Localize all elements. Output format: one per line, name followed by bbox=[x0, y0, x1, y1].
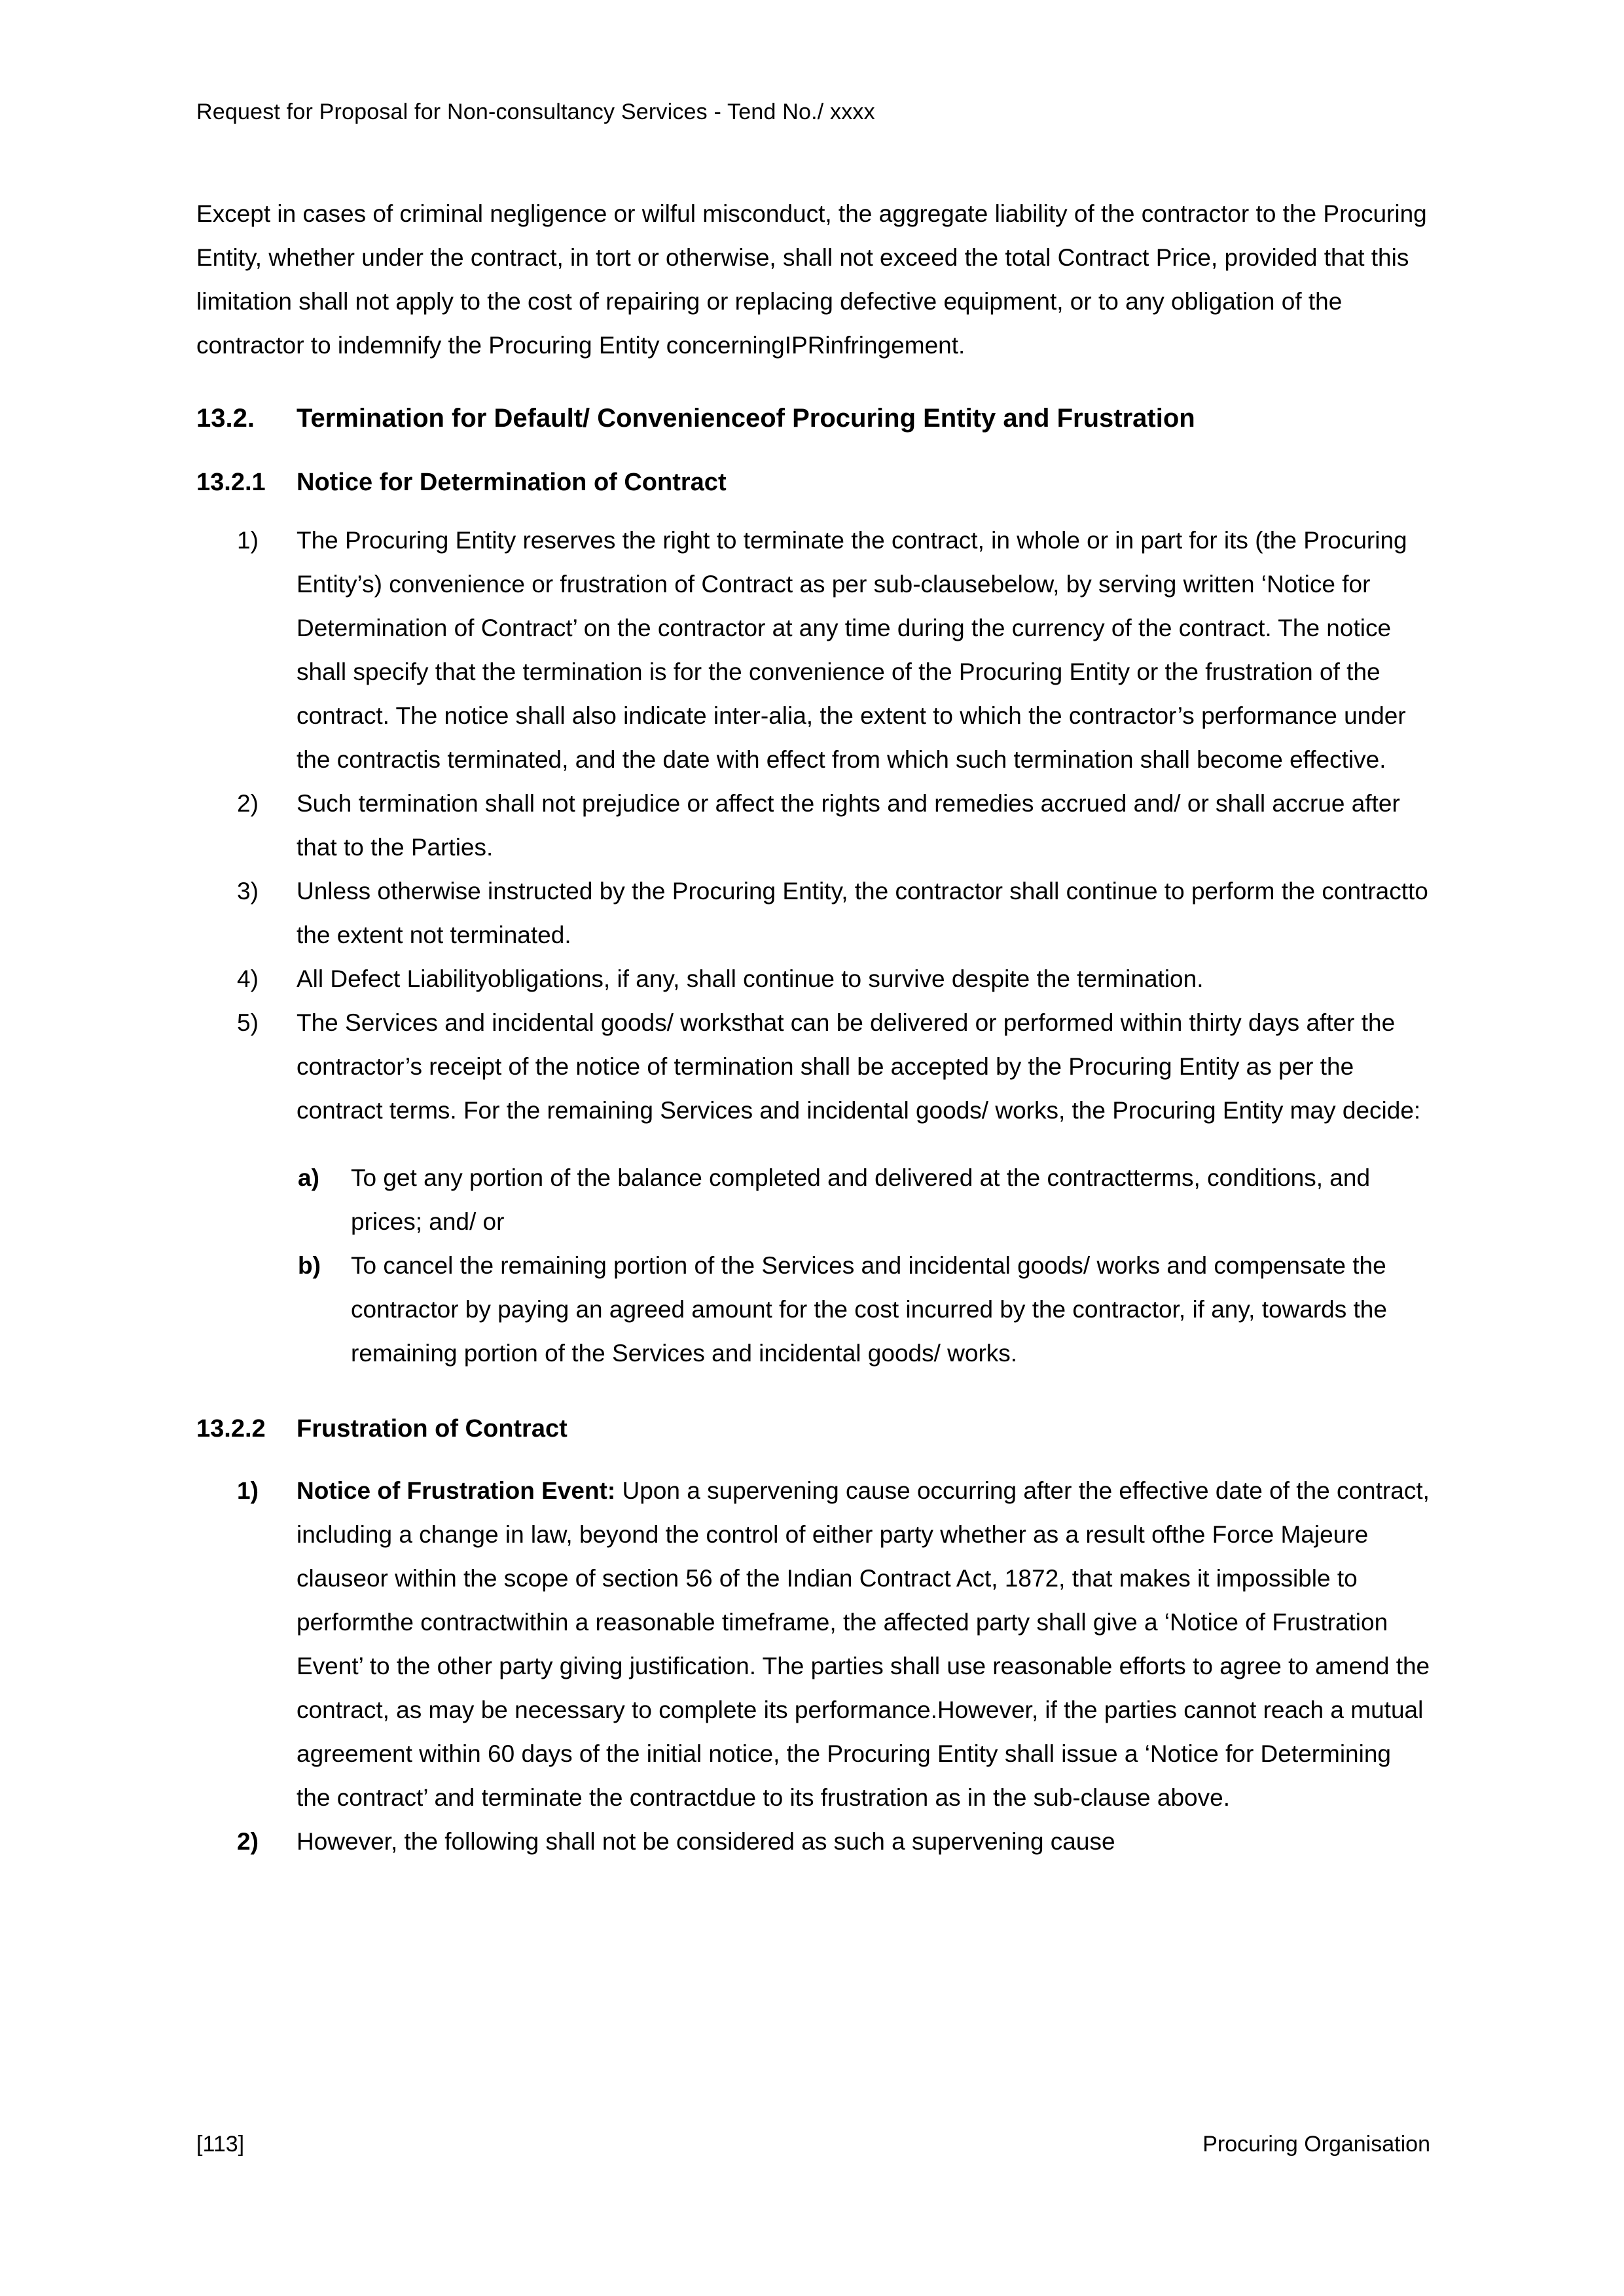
list-item bbox=[196, 1469, 1430, 1820]
sublist-item bbox=[196, 1244, 1430, 1375]
list-item bbox=[196, 518, 1430, 781]
subsection-title: Notice for Determination of Contract bbox=[297, 468, 727, 496]
list-item-text: All Defect Liabilityobligations, if any, shall continue to survive despite the termination. bbox=[297, 965, 1204, 992]
sublist-item-marker: a) bbox=[298, 1164, 319, 1191]
list-item bbox=[196, 869, 1430, 957]
list-item bbox=[196, 781, 1430, 869]
page-footer bbox=[196, 2130, 1430, 2159]
list-item-marker: 1) bbox=[237, 526, 259, 554]
list-item-marker: 4) bbox=[237, 965, 259, 992]
section-heading bbox=[196, 401, 1430, 435]
sublist-item-text: To cancel the remaining portion of the Services and incidental goods/ works and compensate the contractor by paying an agreed amount for the cost incurred by the contractor, if any, towards the remaining portion of the Services and incidental goods/ works. bbox=[351, 1251, 1387, 1367]
page-number: [113] bbox=[196, 2132, 245, 2157]
list-item-marker: 1) bbox=[237, 1477, 259, 1505]
intro-paragraph: Except in cases of criminal negligence or wilful misconduct, the aggregate liability of the contractor to the Procuring Entity, whether under the contract, in tort or otherwise, shall not exceed the total Contract Price, provided that this limitation shall not apply to the cost of repairing or replacing defective equipment, or to any obligation of the contractor to indemnify the Procuring Entity concerningIPRinfringement. bbox=[196, 200, 1427, 359]
list-item-text bbox=[297, 1469, 1430, 1820]
sublist-item-marker: b) bbox=[298, 1251, 321, 1279]
numbered-list-1321 bbox=[196, 518, 1430, 1132]
subsection-heading-1322 bbox=[196, 1413, 1430, 1445]
list-item-text: The Services and incidental goods/ worksthat can be delivered or performed within thirty days after the contractor’s receipt of the notice of termination shall be accepted by the Procuring Entity as per the contract terms. For the remaining Services and incidental goods/ works, the Procuring Entity may decide: bbox=[297, 1009, 1421, 1124]
subsection-number: 13.2.1 bbox=[196, 468, 266, 496]
list-item-marker: 3) bbox=[237, 877, 259, 905]
list-item-text: The Procuring Entity reserves the right to terminate the contract, in whole or in part for its (the Procuring Entity’s) convenience or frustration of Contract as per sub-clausebelow, by serving written ‘Notice for Determination of Contract’ on the contractor at any time during the currency of the contract. The notice shall specify that the termination is for the convenience of the Procuring Entity or the frustration of the contract. The notice shall also indicate inter-alia, the extent to which the contractor’s performance under the contractis terminated, and the date with effect from which such termination shall become effective. bbox=[297, 526, 1407, 773]
subsection-heading-1321 bbox=[196, 467, 1430, 499]
list-item-marker: 5) bbox=[237, 1009, 259, 1036]
list-item bbox=[196, 957, 1430, 1001]
list-item-marker: 2) bbox=[237, 789, 259, 817]
section-title: Termination for Default/ Convenienceof Procuring Entity and Frustration bbox=[297, 403, 1195, 433]
numbered-list-1322 bbox=[196, 1469, 1430, 1863]
list-item bbox=[196, 1820, 1430, 1863]
list-item-text: However, the following shall not be considered as such a supervening cause bbox=[297, 1828, 1115, 1856]
subsection-number: 13.2.2 bbox=[196, 1414, 266, 1443]
list-item bbox=[196, 1001, 1430, 1132]
list-item-lead-text: Notice of Frustration Event: bbox=[297, 1477, 616, 1505]
list-item-marker: 2) bbox=[237, 1828, 259, 1856]
sublist-item-text: To get any portion of the balance completed and delivered at the contractterms, conditions, and prices; and/ or bbox=[351, 1164, 1371, 1235]
page-header: Request for Proposal for Non-consultancy Services - Tend No./ xxxx bbox=[196, 99, 875, 124]
footer-organisation-label: Procuring Organisation bbox=[1202, 2132, 1430, 2157]
subsection-title: Frustration of Contract bbox=[297, 1414, 568, 1443]
list-item-text: Such termination shall not prejudice or affect the rights and remedies accrued and/ or shall accrue after that to the Parties. bbox=[297, 789, 1400, 861]
section-number: 13.2. bbox=[196, 403, 255, 433]
list-item-body-text: Upon a supervening cause occurring after the effective date of the contract, including a change in law, beyond the control of either party whether as a result ofthe Force Majeure clauseor within the scope of section 56 of the Indian Contract Act, 1872, that makes it impossible to performthe contractwithin a reasonable timeframe, the affected party shall give a ‘Notice of Frustration Event’ to the other party giving justification. The parties shall use reasonable efforts to agree to amend the contract, as may be necessary to complete its performance.However, if the parties cannot reach a mutual agreement within 60 days of the initial notice, the Procuring Entity shall issue a ‘Notice for Determining the contract’ and terminate the contractdue to its frustration as in the sub-clause above. bbox=[297, 1477, 1430, 1812]
sublist-item bbox=[196, 1156, 1430, 1244]
list-item-text: Unless otherwise instructed by the Procuring Entity, the contractor shall continue to perform the contractto the extent not terminated. bbox=[297, 877, 1428, 948]
lettered-sublist-1321 bbox=[196, 1156, 1430, 1375]
